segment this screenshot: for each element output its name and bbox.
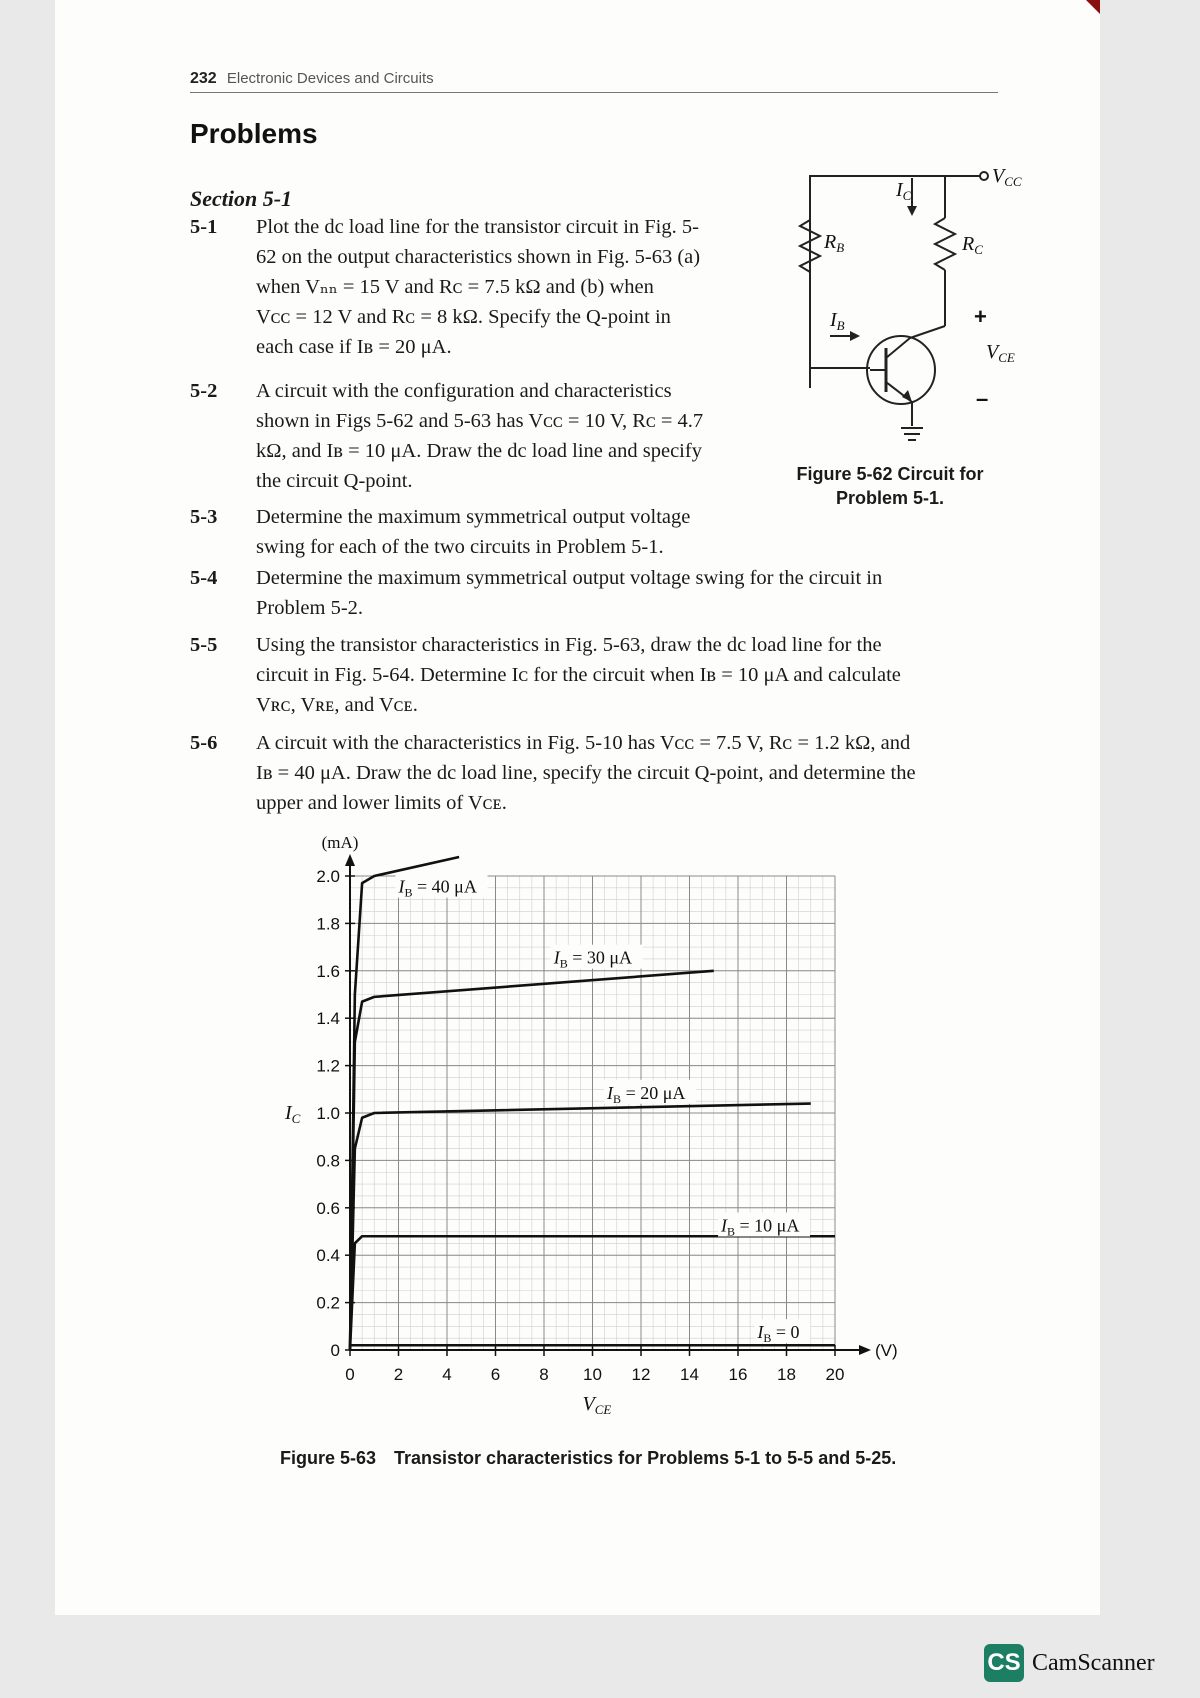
y-tick-label: 0.6 — [316, 1198, 340, 1218]
vcc-terminal — [980, 172, 988, 180]
y-tick-label: 0.8 — [316, 1151, 340, 1171]
problem-number: 5-2 — [190, 380, 218, 402]
x-tick-label: 16 — [728, 1365, 748, 1384]
page-title: Problems — [190, 118, 318, 149]
running-header — [190, 70, 434, 88]
problem-text — [256, 728, 1036, 818]
series-label-4: $I_B = 0$ — [757, 1322, 800, 1346]
x-tick-label: 18 — [777, 1365, 796, 1384]
y-tick-label: 2.0 — [316, 867, 340, 886]
series-label-0: $I_B = 40$ μA — [398, 876, 477, 900]
x-axis-arrowhead — [859, 1345, 871, 1355]
rb-top-wire — [810, 176, 945, 388]
minus-sign: – — [976, 386, 989, 411]
series-label-1: $I_B = 30$ μA — [553, 947, 633, 971]
x-tick-label: 12 — [631, 1365, 651, 1384]
ib-arrowhead — [850, 331, 860, 341]
rb-label: $R_B$ — [824, 231, 845, 255]
y-axis-arrowhead — [345, 854, 355, 866]
vcc-label: $V_{CC}$ — [992, 165, 1022, 189]
problem-line: circuit in Fig. 5-64. Determine Iᴄ for the circuit when Iʙ = 10 μA and calculate — [256, 664, 901, 686]
ic-arrowhead — [907, 206, 917, 216]
ib-label: $I_B$ — [830, 309, 845, 333]
series-line-0 — [350, 857, 459, 1350]
fig62-caption-label: Figure 5-62 — [796, 464, 893, 484]
problem-line: Vᴄᴄ = 12 V and Rᴄ = 8 kΩ. Specify the Q-point in — [256, 306, 671, 328]
y-tick-label: 0 — [330, 1341, 340, 1360]
x-tick-label: 4 — [442, 1365, 452, 1384]
problem-line: the circuit Q-point. — [256, 470, 413, 492]
camscanner-logo: CS — [984, 1644, 1024, 1682]
problem-line: shown in Figs 5-62 and 5-63 has Vᴄᴄ = 10 V, Rᴄ = 4.7 — [256, 410, 704, 432]
figure-5-63-caption — [280, 1448, 896, 1469]
fig63-caption-label: Figure 5-63 — [280, 1448, 377, 1468]
problem-text — [256, 212, 796, 362]
vce-label: $V_{CE}$ — [986, 341, 1015, 365]
x-tick-label: 10 — [583, 1365, 602, 1384]
rc-resistor — [935, 218, 955, 270]
problem-line: A circuit with the configuration and characteristics — [256, 380, 672, 402]
problem-text — [256, 563, 1036, 623]
problem-line: Vʀᴄ, Vʀᴇ, and Vᴄᴇ. — [256, 694, 418, 716]
figure-5-62-caption — [770, 462, 1010, 510]
problem-number: 5-3 — [190, 506, 218, 528]
x-unit-label: (V) — [875, 1341, 898, 1360]
problem-line: Determine the maximum symmetrical output voltage swing for the circuit in — [256, 567, 883, 589]
series-label-2: $I_B = 20$ μA — [607, 1082, 686, 1106]
y-tick-label: 1.2 — [316, 1056, 340, 1076]
problem-number: 5-6 — [190, 732, 218, 754]
problem-line: kΩ, and Iʙ = 10 μA. Draw the dc load line and specify — [256, 440, 702, 462]
ic-label: $I_C$ — [896, 179, 912, 203]
y-tick-label: 1.6 — [316, 961, 340, 981]
y-tick-label: 0.4 — [316, 1246, 340, 1266]
problem-text — [256, 502, 796, 562]
problem-line: each case if Iʙ = 20 μA. — [256, 336, 452, 358]
problem-line: Iʙ = 40 μA. Draw the dc load line, specify the circuit Q-point, and determine the — [256, 762, 916, 784]
y-tick-label: 1.8 — [316, 914, 340, 934]
problem-text — [256, 630, 1036, 720]
y-axis-label: $I_C$ — [285, 1102, 301, 1126]
y-tick-label: 1.4 — [316, 1009, 340, 1029]
problem-line: 62 on the output characteristics shown in Fig. 5-63 (a) — [256, 246, 701, 268]
problem-text — [256, 376, 796, 496]
x-tick-label: 2 — [393, 1365, 404, 1384]
fig62-caption-text: Circuit for Problem 5-1. — [835, 464, 984, 508]
y-tick-label: 1.0 — [316, 1104, 340, 1123]
camscanner-watermark: CamScanner — [1032, 1650, 1155, 1676]
x-tick-label: 0 — [345, 1365, 355, 1384]
problem-line: Plot the dc load line for the transistor circuit in Fig. 5- — [256, 216, 699, 238]
problem-number: 5-5 — [190, 634, 218, 656]
problem-line: when Vₙₙ = 15 V and Rᴄ = 7.5 kΩ and (b) when — [256, 276, 654, 298]
x-axis-label: $V_{CE}$ — [582, 1393, 612, 1417]
emitter-arrow — [902, 390, 912, 402]
x-tick-label: 14 — [680, 1365, 699, 1384]
problem-line: Using the transistor characteristics in Fig. 5-63, draw the dc load line for the — [256, 634, 882, 656]
y-tick-label: 0.2 — [316, 1293, 340, 1313]
problem-line: Determine the maximum symmetrical output voltage — [256, 506, 691, 528]
plus-sign: + — [974, 304, 987, 329]
problem-number: 5-1 — [190, 216, 218, 238]
section-heading: Section 5-1 — [190, 186, 293, 211]
problem-line: upper and lower limits of Vᴄᴇ. — [256, 792, 507, 814]
header-rule — [190, 92, 998, 93]
rc-label: $R_C$ — [962, 233, 983, 257]
y-unit-label: (mA) — [321, 833, 359, 852]
page-corner-mark — [1086, 0, 1100, 14]
fig63-caption-text: Transistor characteristics for Problems 5-1 to 5-5 and 5-25. — [394, 1448, 897, 1468]
x-tick-label: 20 — [825, 1365, 845, 1384]
problem-number: 5-4 — [190, 567, 218, 589]
book-title: Electronic Devices and Circuits — [226, 70, 434, 87]
problem-line: swing for each of the two circuits in Problem 5-1. — [256, 536, 664, 558]
x-tick-label: 6 — [490, 1365, 501, 1384]
page-number: 232 — [190, 70, 217, 87]
series-label-3: $I_B = 10$ μA — [721, 1215, 800, 1239]
figure-5-62-circuit — [790, 158, 1030, 458]
problem-line: A circuit with the characteristics in Fig. 5-10 has Vᴄᴄ = 7.5 V, Rᴄ = 1.2 kΩ, and — [256, 732, 911, 754]
x-tick-label: 8 — [539, 1365, 549, 1384]
figure-5-63-chart — [270, 820, 910, 1440]
problem-line: Problem 5-2. — [256, 597, 364, 619]
